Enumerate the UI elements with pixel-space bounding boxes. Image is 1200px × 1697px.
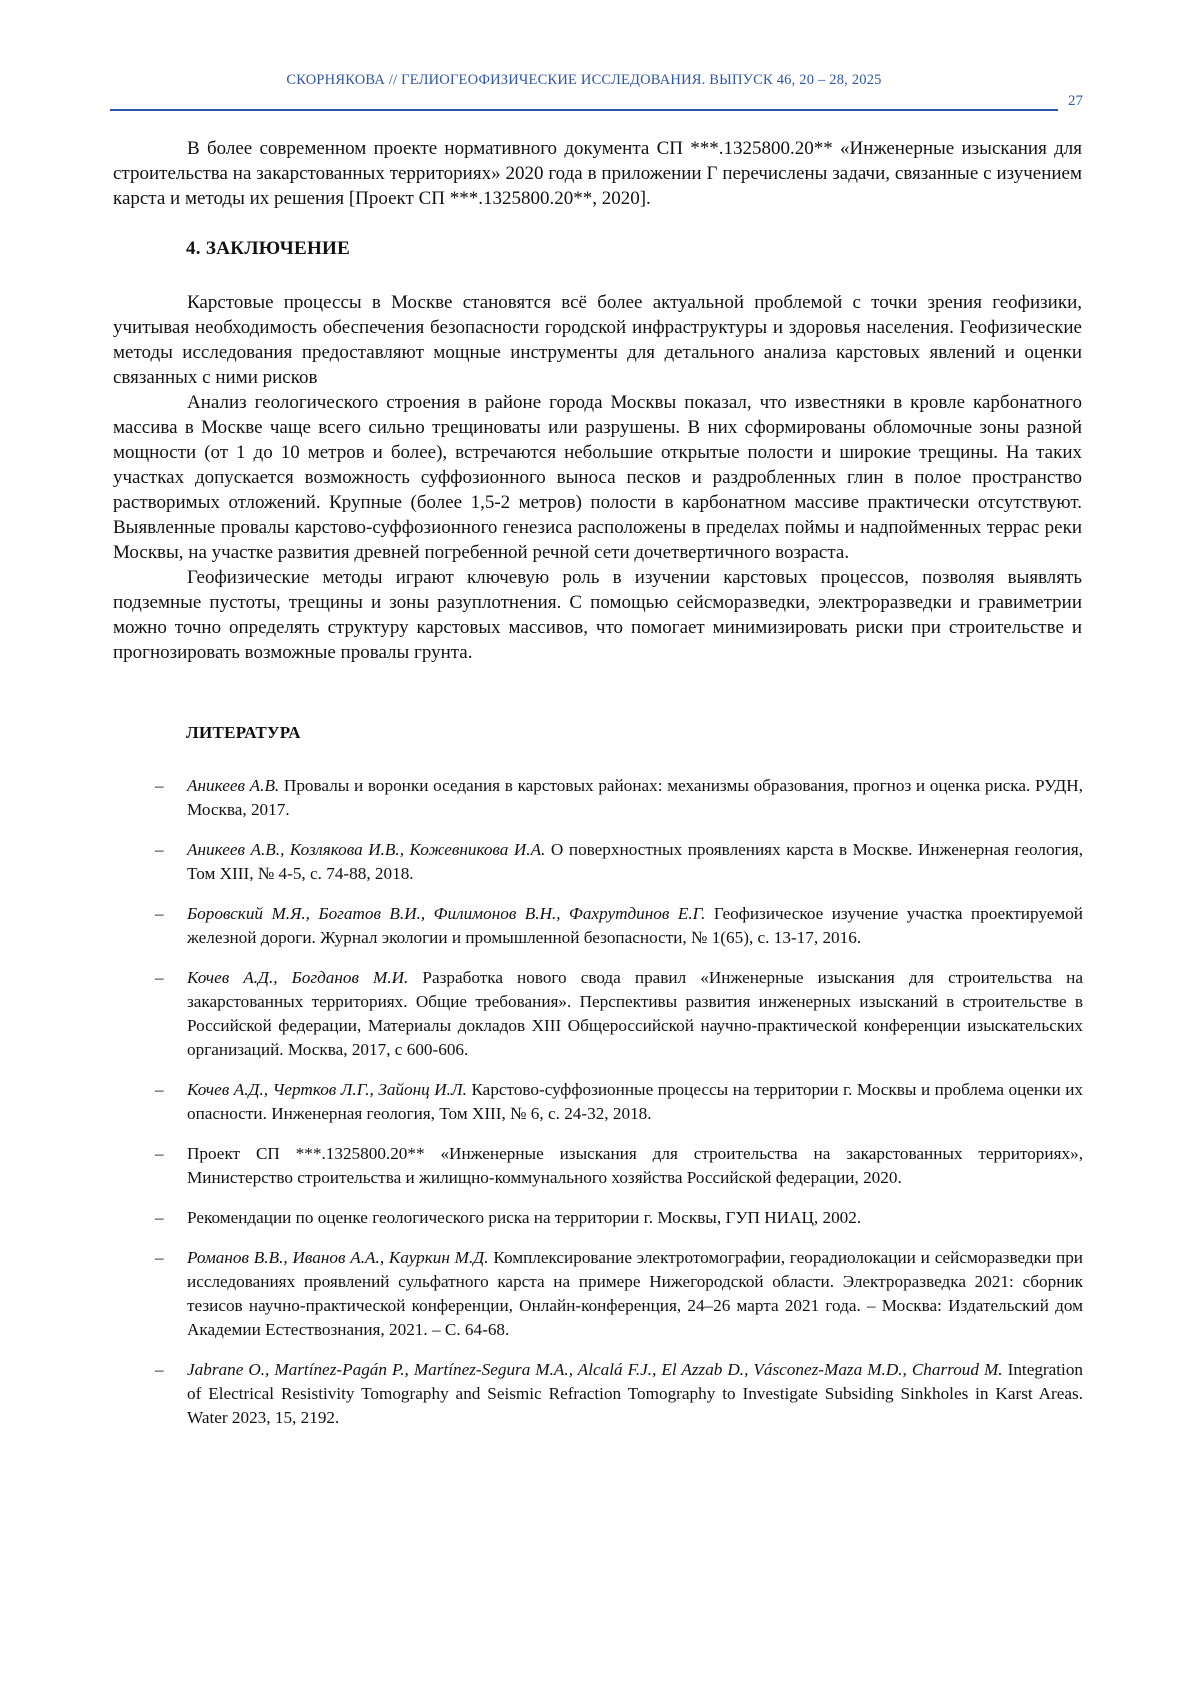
- reference-authors: Боровский М.Я., Богатов В.И., Филимонов В.Н., Фахрутдинов Е.Г.: [187, 904, 706, 923]
- reference-text: Комплексирование электротомографии, георадиолокации и сейсморазведки при исследованиях проявлений сульфатного карста на примере Нижегородской области. Электроразведка 2021: сборник тезисов научно-практической конференции, Онлайн-конференция, 24–26 марта 2021 года. – Москва: Издательский дом Академии Естествознания, 2021. – С. 64-68.: [187, 1248, 1083, 1339]
- reference-item: [155, 1358, 1083, 1430]
- page-number: 27: [1068, 93, 1083, 109]
- list-dash: –: [155, 1144, 164, 1163]
- list-dash: –: [155, 904, 164, 923]
- reference-authors: Jabrane O., Martínez-Pagán P., Martínez-Segura M.A., Alcalá F.J., El Azzab D., Vásconez-Maza M.D., Charroud M.: [187, 1360, 1003, 1379]
- list-dash: –: [155, 968, 164, 987]
- reference-item: [155, 1142, 1083, 1190]
- list-dash: –: [155, 1080, 164, 1099]
- section-title: 4. ЗАКЛЮЧЕНИЕ: [186, 238, 351, 259]
- reference-item: [155, 1078, 1083, 1126]
- list-dash: –: [155, 1208, 164, 1227]
- running-head: СКОРНЯКОВА // ГЕЛИОГЕОФИЗИЧЕСКИЕ ИССЛЕДОВАНИЯ. ВЫПУСК 46, 20 – 28, 2025: [286, 72, 882, 88]
- reference-text: Рекомендации по оценке геологического риска на территории г. Москвы, ГУП НИАЦ, 2002.: [187, 1208, 862, 1227]
- conclusion-body: [113, 290, 1082, 665]
- reference-item: [155, 1206, 1083, 1230]
- conclusion-paragraph: Геофизические методы играют ключевую роль в изучении карстовых процессов, позволяя выявлять подземные пустоты, трещины и зоны разуплотнения. С помощью сейсморазведки, электроразведки и гравиметрии можно точно определять структуру карстовых массивов, что помогает минимизировать риски при строительстве и прогнозировать возможные провалы грунта.: [113, 567, 1082, 663]
- reference-authors: Романов В.В., Иванов А.А., Кауркин М.Д.: [187, 1248, 489, 1267]
- conclusion-paragraph: Анализ геологического строения в районе города Москвы показал, что известняки в кровле карбонатного массива в Москве чаще всего сильно трещиноваты или разрушены. В них сформированы обломочные зоны разной мощности (от 1 до 10 метров и более), встречаются небольшие открытые полости и широкие трещины. На таких участках допускается возможность суффозионного выноса песков и раздробленных глин в полое пространство растворимых отложений. Крупные (более 1,5-2 метров) полости в карбонатном массиве практически отсутствуют. Выявленные провалы карстово-суффозионного генезиса расположены в пределах поймы и надпойменных террас реки Москвы, на участке развития древней погребенной речной сети дочетвертичного возраста.: [113, 392, 1082, 563]
- reference-authors: Аникеев А.В., Козлякова И.В., Кожевникова И.А.: [187, 840, 546, 859]
- reference-authors: Аникеев А.В.: [187, 776, 280, 795]
- list-dash: –: [155, 776, 164, 795]
- reference-text: О поверхностных проявлениях карста в Москве. Инженерная геология, Том XIII, № 4-5, с. 74-88, 2018.: [187, 840, 1083, 883]
- list-dash: –: [155, 1248, 164, 1267]
- reference-text: Проект СП ***.1325800.20** «Инженерные изыскания для строительства на закарстованных территориях», Министерство строительства и жилищно-коммунального хозяйства Российской федерации, 2020.: [187, 1144, 1083, 1187]
- reference-text: Integration of Electrical Resistivity Tomography and Seismic Refraction Tomography to Investigate Subsiding Sinkholes in Karst Areas. Water 2023, 15, 2192.: [187, 1360, 1084, 1427]
- reference-item: [155, 774, 1083, 822]
- intro-block: [113, 136, 1082, 211]
- reference-text: Геофизическое изучение участка проектируемой железной дороги. Журнал экологии и промышленной безопасности, № 1(65), с. 13-17, 2016.: [187, 904, 1083, 947]
- conclusion-paragraph: Карстовые процессы в Москве становятся всё более актуальной проблемой с точки зрения геофизики, учитывая необходимость обеспечения безопасности городской инфраструктуры и здоровья населения. Геофизические методы исследования предоставляют мощные инструменты для детального анализа карстовых явлений и оценки связанных с ними рисков: [113, 292, 1082, 388]
- intro-paragraph: В более современном проекте нормативного документа СП ***.1325800.20** «Инженерные изыскания для строительства на закарстованных территориях» 2020 года в приложении Г перечислены задачи, связанные с изучением карста и методы их решения [Проект СП ***.1325800.20**, 2020].: [113, 138, 1082, 209]
- reference-item: [155, 902, 1083, 950]
- reference-text: Разработка нового свода правил «Инженерные изыскания для строительства на закарстованных территориях. Общие требования». Перспективы развития инженерных изысканий в строительстве в Российской федерации, Материалы докладов XIII Общероссийской научно-практической конференции изыскательских организаций. Москва, 2017, с 600-606.: [187, 968, 1083, 1059]
- reference-text: Карстово-суффозионные процессы на территории г. Москвы и проблема оценки их опасности. Инженерная геология, Том XIII, № 6, с. 24-32, 2018.: [187, 1080, 1083, 1123]
- list-dash: –: [155, 1360, 164, 1379]
- reference-authors: Кочев А.Д., Чертков Л.Г., Зайонц И.Л.: [187, 1080, 467, 1099]
- references-title: ЛИТЕРАТУРА: [186, 723, 301, 742]
- reference-list: [155, 774, 1083, 1446]
- reference-item: [155, 966, 1083, 1062]
- reference-item: [155, 838, 1083, 886]
- list-dash: –: [155, 840, 164, 859]
- reference-authors: Кочев А.Д., Богданов М.И.: [187, 968, 409, 987]
- reference-item: [155, 1246, 1083, 1342]
- reference-text: Провалы и воронки оседания в карстовых районах: механизмы образования, прогноз и оценка риска. РУДН, Москва, 2017.: [187, 776, 1083, 819]
- header-rule: [110, 109, 1058, 111]
